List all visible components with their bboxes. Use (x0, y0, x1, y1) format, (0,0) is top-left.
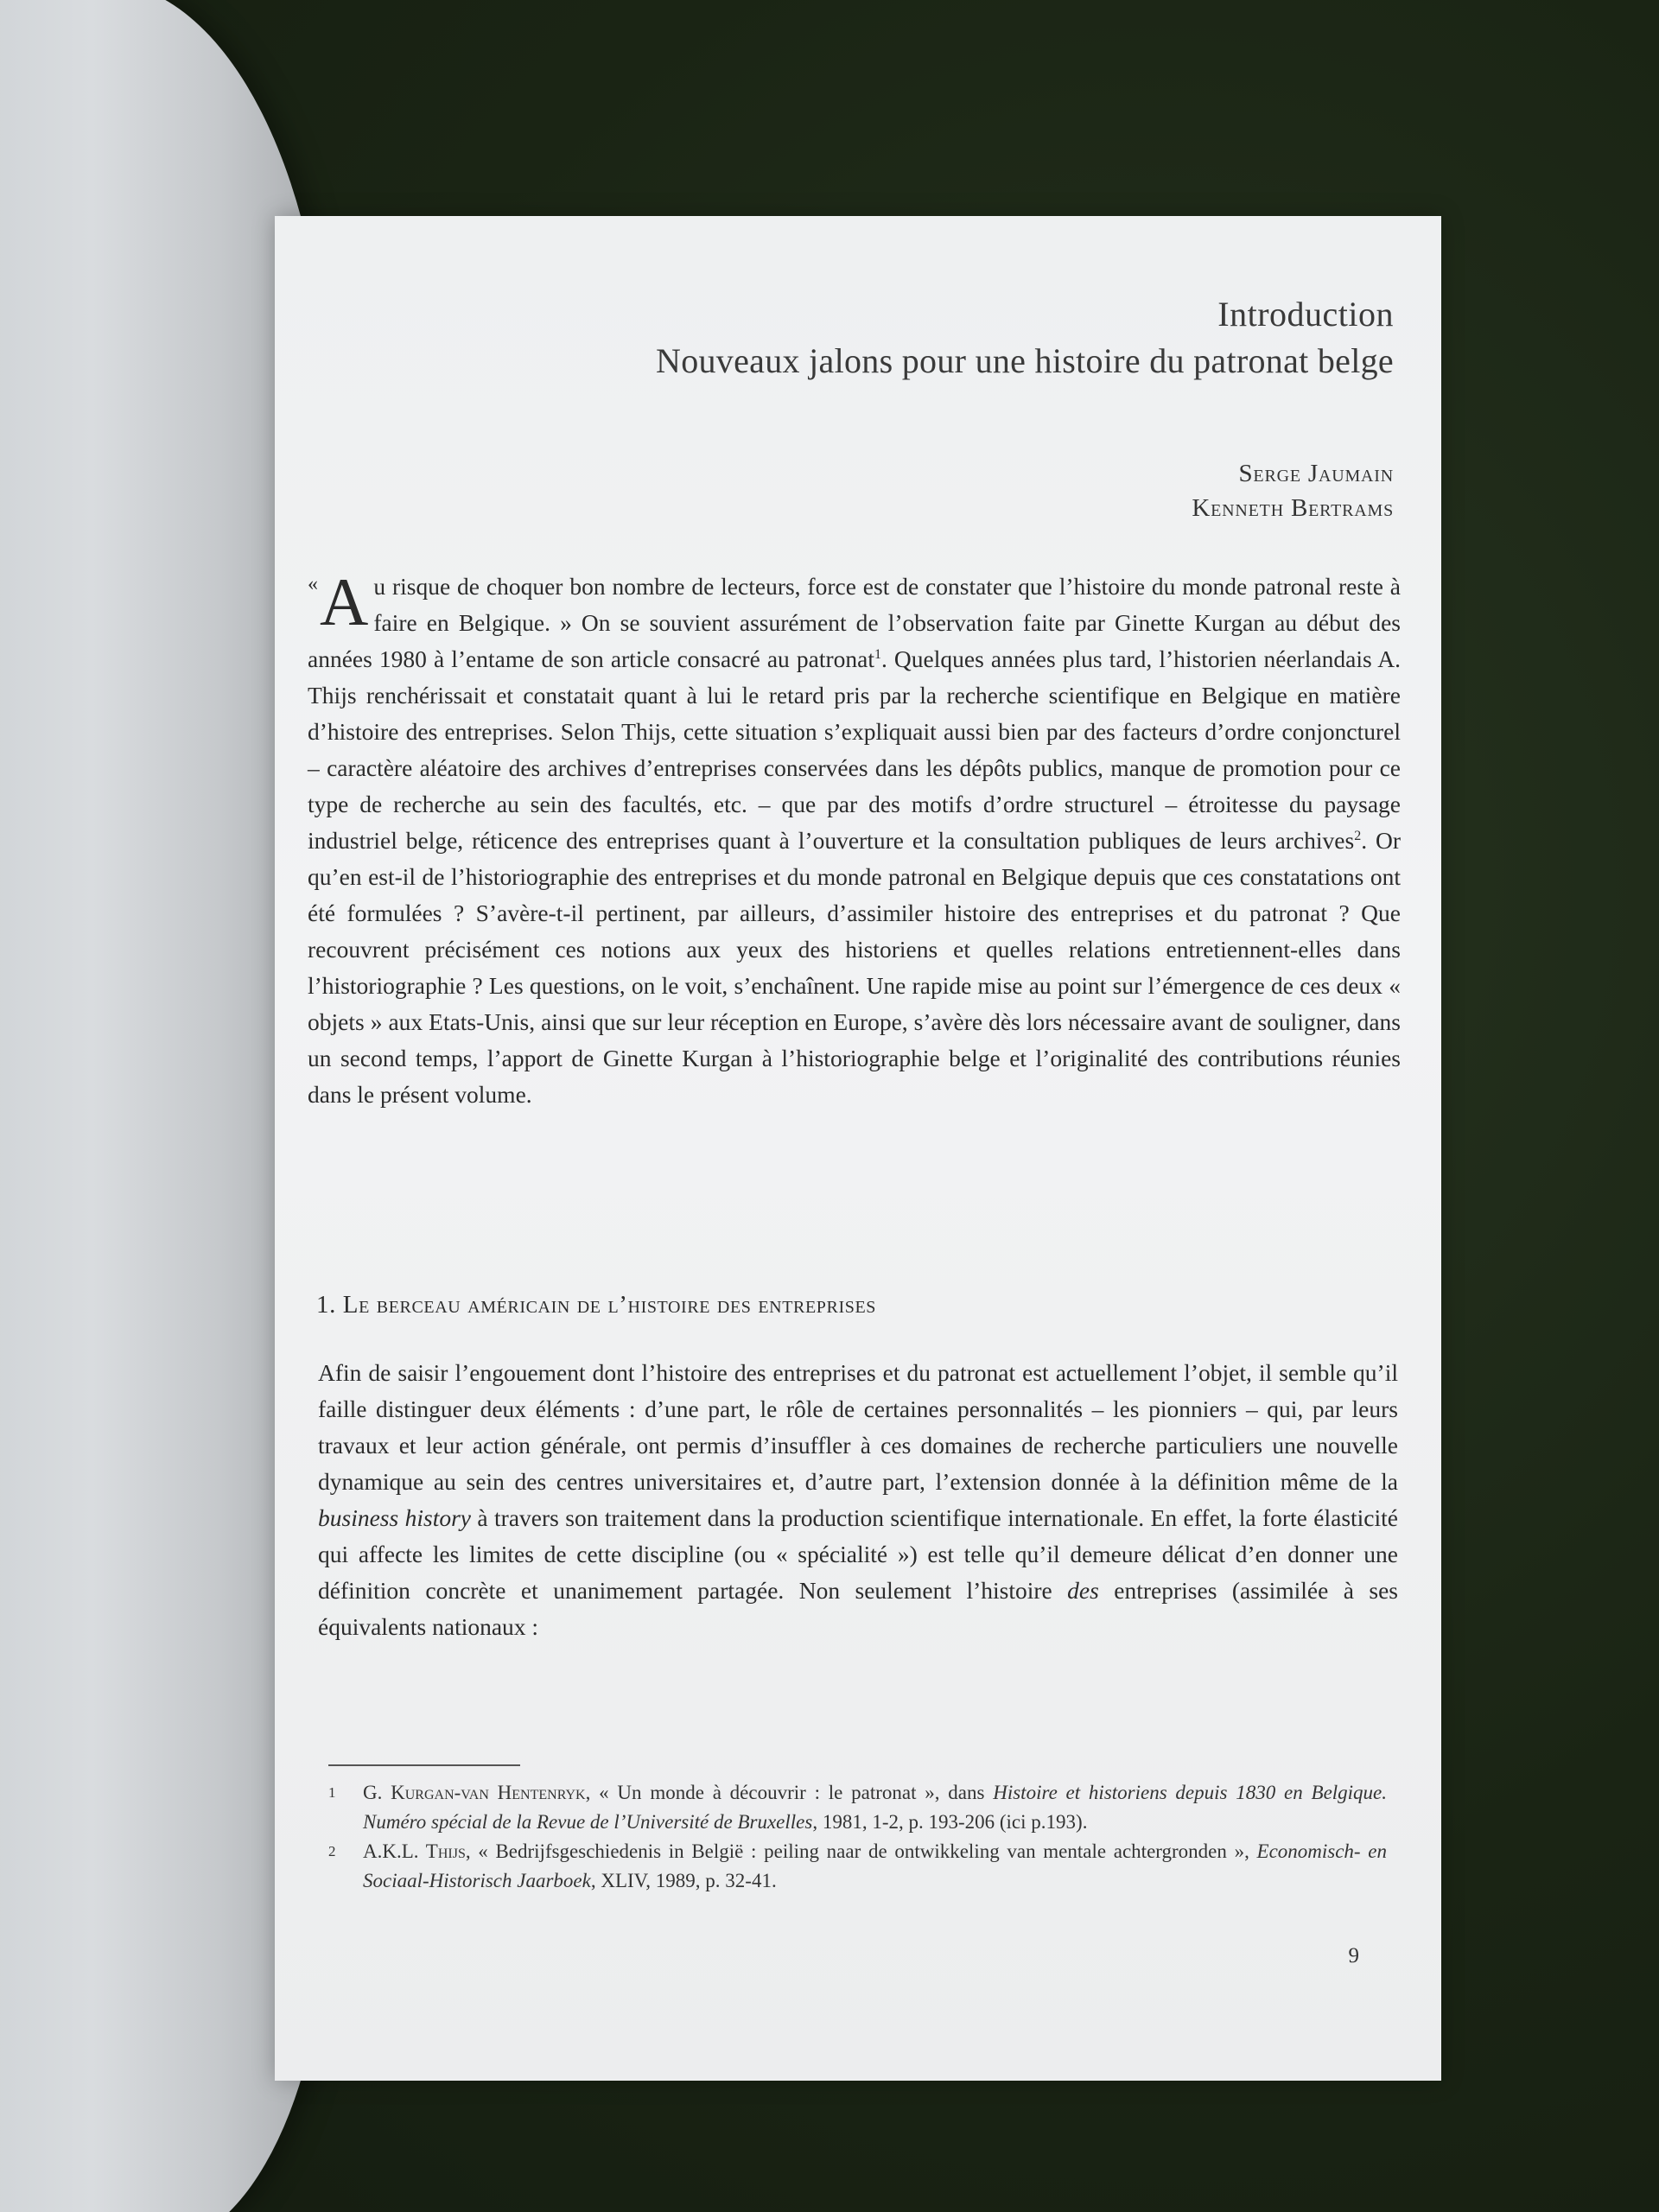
author-name: Kenneth Bertrams (1192, 494, 1394, 522)
footnote-text: , « Bedrijfsgeschiedenis in België : peiling naar de ontwikkeling van mentale achtergronden », (465, 1840, 1257, 1862)
footnote-number: 2 (328, 1843, 336, 1859)
footnote (328, 1778, 1387, 1837)
footnote-author: A.K.L. Thijs (363, 1840, 466, 1862)
footnote-title: Histoire et historiens depuis 1830 en Belgique. Numéro spécial de la Revue de l’Université de Bruxelles (363, 1782, 1388, 1833)
footnote-text: , « Un monde à découvrir : le patronat », dans (585, 1782, 994, 1803)
section-heading: 1. Le berceau américain de l’histoire des entreprises (316, 1291, 876, 1319)
section-text: entreprises (assimilée à ses équivalents nationaux : (318, 1577, 1398, 1640)
author-name: Serge Jaumain (1238, 460, 1394, 487)
book-page (275, 216, 1441, 2081)
footnote (328, 1837, 1387, 1896)
chapter-title (656, 292, 1394, 385)
intro-text: . Or qu’en est-il de l’historiographie des entreprises et du monde patronal en Belgique depuis que ces constatations ont été formulées ? S’avère-t-il pertinent, par ailleurs, d’assimiler histoire des entreprises et du patronat ? Que recouvrent précisément ces notions aux yeux des historiens et quelles relations entretiennent-elles dans l’historiographie ? Les questions, on le voit, s’enchaînent. Une rapide mise au point sur l’émergence de ces deux « objets » aux Etats-Unis, ainsi que sur leur réception en Europe, s’avère dès lors nécessaire avant de souligner, dans un second temps, l’apport de Ginette Kurgan à l’historiographie belge et l’originalité des contributions réunies dans le présent volume. (308, 827, 1401, 1108)
footnote-text: , XLIV, 1989, p. 32-41. (590, 1870, 777, 1891)
italic-term: business history (318, 1504, 472, 1531)
footnote-text: , 1981, 1-2, p. 193-206 (ici p.193). (812, 1811, 1088, 1833)
footnote-title: Economisch- en Sociaal-Historisch Jaarboek (363, 1840, 1387, 1891)
section-paragraph (318, 1355, 1398, 1645)
footnote-ref: 1 (874, 646, 881, 662)
opening-quote: « (308, 573, 318, 595)
authors-block (1192, 456, 1394, 525)
page-number: 9 (1348, 1944, 1359, 1967)
footnotes (328, 1778, 1387, 1896)
footnote-rule (328, 1764, 520, 1766)
section-text: Afin de saisir l’engouement dont l’histoire des entreprises et du patronat est actuellement l’objet, il semble qu’il faille distinguer deux éléments : d’une part, le rôle de certaines personnalités – les pionniers – qui, par leurs travaux et leur action générale, ont permis d’insuffler à ces domaines de recherche particuliers une nouvelle dynamique au sein des centres universitaires et, d’autre part, l’extension donnée à la définition même de la (318, 1359, 1398, 1495)
title-line-2: Nouveaux jalons pour une histoire du patronat belge (656, 341, 1394, 380)
drop-cap: A (320, 564, 369, 639)
footnote-number: 1 (328, 1784, 336, 1801)
footnote-author: G. Kurgan-van Hentenryk (363, 1782, 586, 1803)
intro-text: u risque de choquer bon nombre de lecteurs, force est de constater que l’histoire du monde patronal reste à faire en Belgique. » On se souvient assurément de l’observation faite par Ginette Kurgan au début des années 1980 à l’entame de son article consacré au patronat (308, 573, 1401, 672)
italic-term: des (1067, 1577, 1099, 1604)
title-line-1: Introduction (1217, 295, 1394, 334)
intro-paragraph (308, 564, 1401, 1113)
intro-text: . Quelques années plus tard, l’historien néerlandais A. Thijs renchérissait et constatait quant à lui le retard pris par la recherche scientifique en Belgique en matière d’histoire des entreprises. Selon Thijs, cette situation s’expliquait aussi bien par des facteurs d’ordre conjoncturel – caractère aléatoire des archives d’entreprises conservées dans les dépôts publics, manque de promotion pour ce type de recherche au sein des facultés, etc. – que par des motifs d’ordre structurel – étroitesse du paysage industriel belge, réticence des entreprises quant à l’ouverture et la consultation publiques de leurs archives (308, 645, 1401, 854)
footnote-ref: 2 (1354, 828, 1362, 843)
section-text: à travers son traitement dans la production scientifique internationale. En effet, la forte élasticité qui affecte les limites de cette discipline (ou « spécialité ») est telle qu’il demeure délicat d’en donner une définition concrète et unanimement partagée. Non seulement l’histoire (318, 1504, 1399, 1604)
